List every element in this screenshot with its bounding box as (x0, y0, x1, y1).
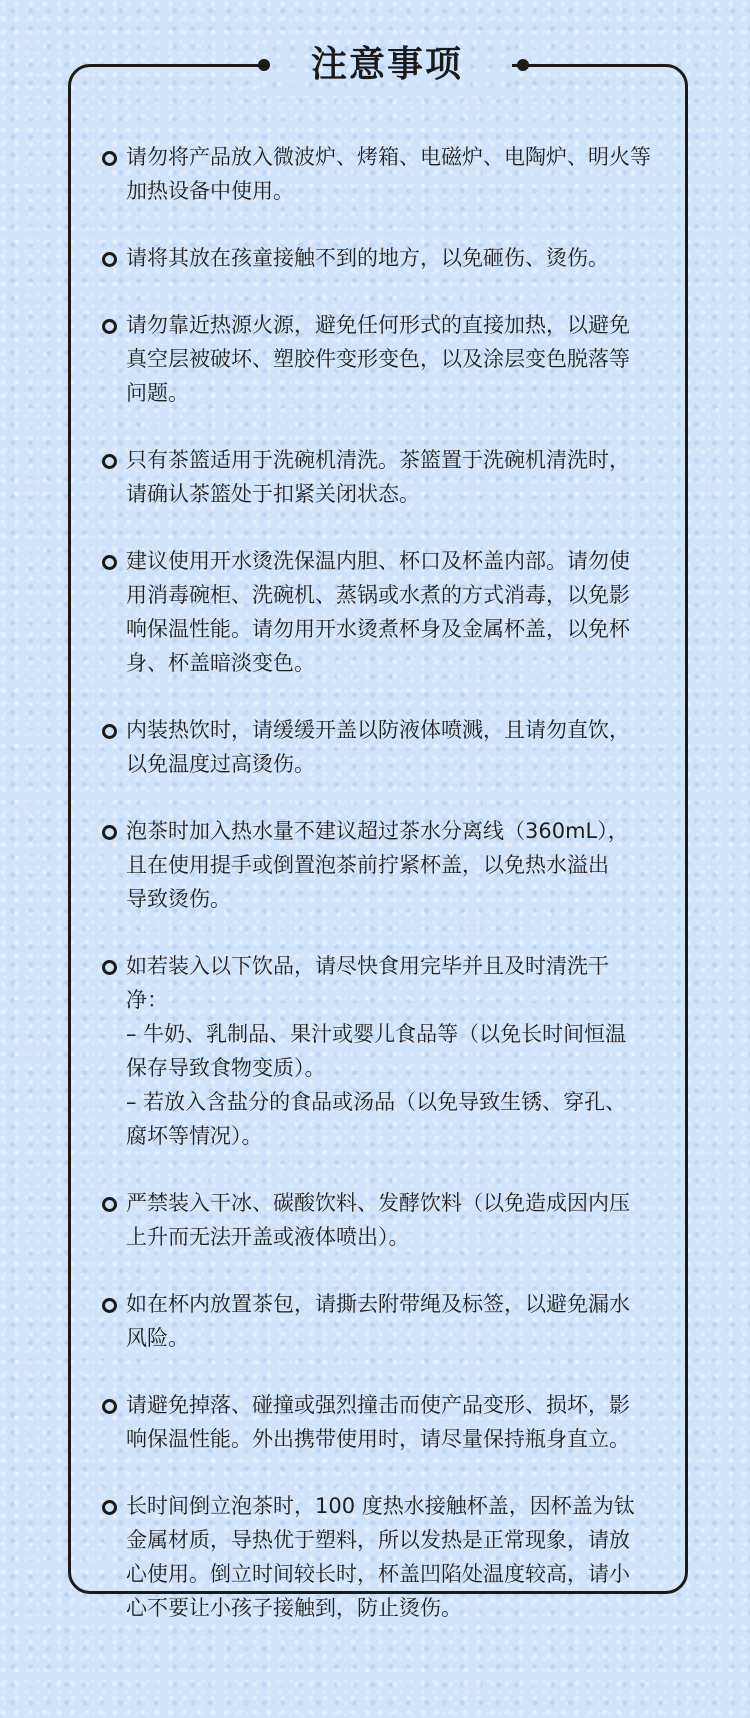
circle-bullet-icon (102, 319, 117, 334)
notice-text-line: 长时间倒立泡茶时，100 度热水接触杯盖，因杯盖为钛 (126, 1494, 635, 1518)
notice-text-line: 保存导致食物变质）。 (126, 1056, 326, 1080)
notice-item (100, 544, 665, 680)
circle-bullet-icon (102, 724, 117, 739)
notice-text-line: 如若装入以下饮品，请尽快食用完毕并且及时清洗干 (126, 954, 609, 978)
circle-bullet-icon (102, 151, 117, 166)
notice-text-line: 请将其放在孩童接触不到的地方，以免砸伤、烫伤。 (126, 246, 609, 270)
notice-item (100, 713, 665, 781)
notice-text-line: 且在使用提手或倒置泡茶前拧紧杯盖，以免热水溢出 (126, 853, 609, 877)
notice-item (100, 949, 665, 1153)
notice-item (100, 241, 665, 275)
notice-text-line: 身、杯盖暗淡变色。 (126, 651, 315, 675)
circle-bullet-icon (102, 1298, 117, 1313)
circle-bullet-icon (102, 1399, 117, 1414)
notice-text-line: 请确认茶篮处于扣紧关闭状态。 (126, 482, 420, 506)
notice-text-line: 如在杯内放置茶包，请撕去附带绳及标签，以避免漏水 (126, 1292, 630, 1316)
title-bar (0, 38, 750, 98)
notice-text-line: 问题。 (126, 381, 189, 405)
title-dot-right-icon (517, 59, 529, 71)
notice-text-line: 严禁装入干冰、碳酸饮料、发酵饮料（以免造成因内压 (126, 1191, 630, 1215)
notice-item (100, 1287, 665, 1355)
notice-text-line: 请避免掉落、碰撞或强烈撞击而使产品变形、损坏，影 (126, 1393, 630, 1417)
circle-bullet-icon (102, 825, 117, 840)
notice-item (100, 140, 665, 208)
circle-bullet-icon (102, 555, 117, 570)
circle-bullet-icon (102, 1500, 117, 1515)
notice-text-line: 导致烫伤。 (126, 887, 231, 911)
notice-text-line: 请勿靠近热源火源，避免任何形式的直接加热，以避免 (126, 313, 630, 337)
notice-text-line: 内装热饮时，请缓缓开盖以防液体喷溅，且请勿直饮， (126, 718, 630, 742)
notice-text-line: 腐坏等情况）。 (126, 1124, 263, 1148)
notice-text-line: 上升而无法开盖或液体喷出）。 (126, 1225, 410, 1249)
notes-list (100, 140, 665, 1658)
notice-text-line: 以免温度过高烫伤。 (126, 752, 315, 776)
notice-item (100, 1186, 665, 1254)
notice-item (100, 443, 665, 511)
notice-text-line: – 若放入含盐分的食品或汤品（以免导致生锈、穿孔、 (126, 1090, 627, 1114)
notice-text-line: 加热设备中使用。 (126, 179, 294, 203)
notice-text-line: 建议使用开水烫洗保温内胆、杯口及杯盖内部。请勿使 (126, 549, 630, 573)
notice-item (100, 1388, 665, 1456)
notice-text-line: 风险。 (126, 1326, 189, 1350)
circle-bullet-icon (102, 454, 117, 469)
notice-text-line: 响保温性能。外出携带使用时，请尽量保持瓶身直立。 (126, 1427, 630, 1451)
notice-text-line: 净： (126, 988, 168, 1012)
notice-text-line: 心不要让小孩子接触到，防止烫伤。 (126, 1596, 462, 1620)
notice-text-line: 泡茶时加入热水量不建议超过茶水分离线（360mL）， (126, 819, 629, 843)
notice-text-line: 请勿将产品放入微波炉、烤箱、电磁炉、电陶炉、明火等 (126, 145, 651, 169)
notice-item (100, 814, 665, 916)
page-title: 注意事项 (310, 44, 463, 85)
circle-bullet-icon (102, 960, 117, 975)
notice-text-line: – 牛奶、乳制品、果汁或婴儿食品等（以免长时间恒温 (126, 1022, 627, 1046)
notice-text-line: 心使用。倒立时间较长时，杯盖凹陷处温度较高，请小 (126, 1562, 630, 1586)
notice-text-line: 真空层被破坏、塑胶件变形变色，以及涂层变色脱落等 (126, 347, 630, 371)
notice-text-line: 金属材质，导热优于塑料，所以发热是正常现象，请放 (126, 1528, 630, 1552)
notice-item (100, 308, 665, 410)
circle-bullet-icon (102, 252, 117, 267)
circle-bullet-icon (102, 1197, 117, 1212)
notice-text-line: 响保温性能。请勿用开水烫煮杯身及金属杯盖，以免杯 (126, 617, 630, 641)
notice-text-line: 只有茶篮适用于洗碗机清洗。茶篮置于洗碗机清洗时， (126, 448, 630, 472)
notice-text-line: 用消毒碗柜、洗碗机、蒸锅或水煮的方式消毒，以免影 (126, 583, 630, 607)
notice-item (100, 1489, 665, 1625)
